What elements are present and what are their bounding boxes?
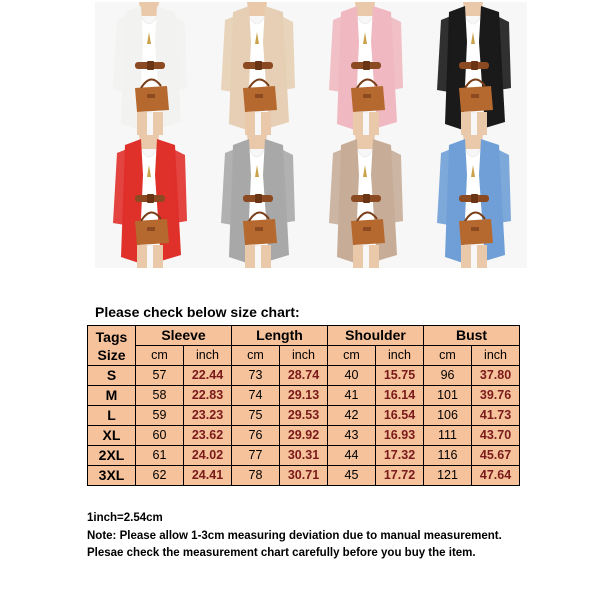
size-row xyxy=(88,386,520,406)
header-row xyxy=(88,326,520,346)
cm-value: 42 xyxy=(328,406,376,426)
cm-value: 62 xyxy=(136,466,184,486)
size-label: 3XL xyxy=(88,466,136,486)
cm-value: 58 xyxy=(136,386,184,406)
bust-header: Bust xyxy=(424,326,520,346)
inch-value: 47.64 xyxy=(472,466,520,486)
cm-value: 45 xyxy=(328,466,376,486)
inch-value: 17.72 xyxy=(376,466,424,486)
product-photo xyxy=(419,2,527,135)
cm-value: 75 xyxy=(232,406,280,426)
product-photo xyxy=(95,135,203,268)
cm-value: 76 xyxy=(232,426,280,446)
conversion-note: 1inch=2.54cm xyxy=(87,512,163,524)
size-label: M xyxy=(88,386,136,406)
inch-value: 23.62 xyxy=(184,426,232,446)
unit-cm: cm xyxy=(424,346,472,366)
size-row xyxy=(88,446,520,466)
inch-value: 16.54 xyxy=(376,406,424,426)
inch-value: 15.75 xyxy=(376,366,424,386)
product-photo xyxy=(419,135,527,268)
cm-value: 77 xyxy=(232,446,280,466)
product-photo xyxy=(203,2,311,135)
inch-value: 29.53 xyxy=(280,406,328,426)
length-header: Length xyxy=(232,326,328,346)
inch-value: 29.92 xyxy=(280,426,328,446)
unit-inch: inch xyxy=(280,346,328,366)
inch-value: 37.80 xyxy=(472,366,520,386)
inch-value: 24.41 xyxy=(184,466,232,486)
cm-value: 60 xyxy=(136,426,184,446)
inch-value: 24.02 xyxy=(184,446,232,466)
inch-value: 39.76 xyxy=(472,386,520,406)
cm-value: 96 xyxy=(424,366,472,386)
sleeve-header: Sleeve xyxy=(136,326,232,346)
unit-cm: cm xyxy=(232,346,280,366)
deviation-note: Note: Please allow 1-3cm measuring deviation due to manual measurement. xyxy=(87,530,502,542)
unit-inch: inch xyxy=(184,346,232,366)
inch-value: 41.73 xyxy=(472,406,520,426)
size-chart-table xyxy=(87,325,520,486)
cm-value: 121 xyxy=(424,466,472,486)
cm-value: 41 xyxy=(328,386,376,406)
shoulder-header: Shoulder xyxy=(328,326,424,346)
cm-value: 43 xyxy=(328,426,376,446)
cm-value: 61 xyxy=(136,446,184,466)
size-label: XL xyxy=(88,426,136,446)
product-photo xyxy=(311,2,419,135)
tags-size-header: Tags Size xyxy=(88,326,136,366)
product-photo-grid xyxy=(95,2,527,268)
unit-cm: cm xyxy=(328,346,376,366)
inch-value: 30.31 xyxy=(280,446,328,466)
cm-value: 106 xyxy=(424,406,472,426)
cm-value: 57 xyxy=(136,366,184,386)
cm-value: 59 xyxy=(136,406,184,426)
inch-value: 29.13 xyxy=(280,386,328,406)
cm-value: 116 xyxy=(424,446,472,466)
cm-value: 40 xyxy=(328,366,376,386)
cm-value: 73 xyxy=(232,366,280,386)
cm-value: 74 xyxy=(232,386,280,406)
inch-value: 22.44 xyxy=(184,366,232,386)
size-row xyxy=(88,466,520,486)
product-photo xyxy=(203,135,311,268)
size-chart-title: Please check below size chart: xyxy=(95,304,300,320)
inch-value: 16.14 xyxy=(376,386,424,406)
inch-value: 16.93 xyxy=(376,426,424,446)
unit-inch: inch xyxy=(376,346,424,366)
inch-value: 45.67 xyxy=(472,446,520,466)
unit-cm: cm xyxy=(136,346,184,366)
unit-inch: inch xyxy=(472,346,520,366)
unit-row xyxy=(88,346,520,366)
size-row xyxy=(88,366,520,386)
check-note: Plesae check the measurement chart carefully before you buy the item. xyxy=(87,547,476,559)
inch-value: 28.74 xyxy=(280,366,328,386)
size-row xyxy=(88,406,520,426)
inch-value: 17.32 xyxy=(376,446,424,466)
product-photo xyxy=(95,2,203,135)
inch-value: 22.83 xyxy=(184,386,232,406)
inch-value: 43.70 xyxy=(472,426,520,446)
inch-value: 30.71 xyxy=(280,466,328,486)
size-label: 2XL xyxy=(88,446,136,466)
cm-value: 78 xyxy=(232,466,280,486)
size-label: L xyxy=(88,406,136,426)
cm-value: 111 xyxy=(424,426,472,446)
size-label: S xyxy=(88,366,136,386)
inch-value: 23.23 xyxy=(184,406,232,426)
product-photo xyxy=(311,135,419,268)
cm-value: 101 xyxy=(424,386,472,406)
size-row xyxy=(88,426,520,446)
cm-value: 44 xyxy=(328,446,376,466)
